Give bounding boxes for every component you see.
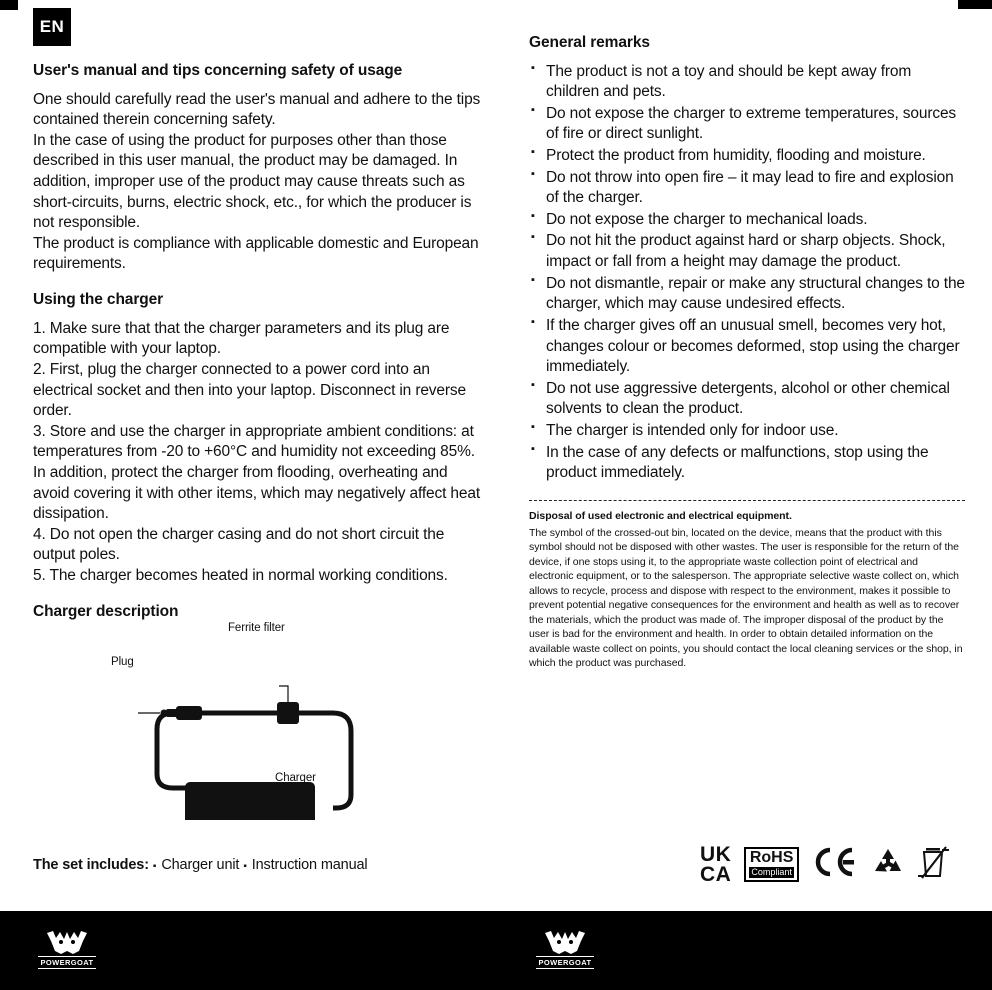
using-step-3: 3. Store and use the charger in appropriate ambient conditions: at temperatures from -20 to +60°C and humidity not exceeding 85%. In addition, protect the charger from flooding, overheating and avoid covering it with other items, which may negatively affect heat dissipation.: [33, 422, 480, 523]
brand-name-center: POWERGOAT: [538, 958, 592, 967]
top-left-black-mark: [0, 0, 18, 10]
general-remarks-list: [529, 62, 965, 484]
ce-mark: [812, 846, 858, 883]
disposal-divider: [529, 500, 965, 501]
ukca-line-2: CA: [700, 862, 732, 886]
remark-item: ▪ In the case of any defects or malfunctions, stop using the product immediately.: [529, 443, 965, 484]
using-step-4: 4. Do not open the charger casing and do not short circuit the output poles.: [33, 525, 445, 564]
set-includes-bullet-2: [239, 857, 251, 873]
brand-logo-center: [533, 923, 597, 975]
goat-logo-icon: [43, 929, 91, 955]
remark-item: ▪ Do not expose the charger to mechanical loads.: [529, 210, 965, 231]
top-right-black-mark: [958, 0, 992, 9]
using-step-5: 5. The charger becomes heated in normal working conditions.: [33, 566, 448, 584]
remark-item: ▪ The product is not a toy and should be kept away from children and pets.: [529, 62, 965, 103]
remark-item: ▪ Do not expose the charger to extreme temperatures, sources of fire or direct sunlight.: [529, 104, 965, 145]
set-includes: [33, 857, 368, 873]
manual-paragraph-2: In the case of using the product for purposes other than those described in this user manual, the product may be damaged. In addition, improper use of the product may cause threats such as short-circuits, burns, electric shock, etc., for which the producer is not responsible.: [33, 131, 472, 232]
using-charger-steps: [33, 319, 485, 587]
manual-intro-paragraphs: [33, 90, 485, 275]
manual-paragraph-1: One should carefully read the user's manual and adhere to the tips contained therein concerning safety.: [33, 90, 481, 129]
manual-heading: User's manual and tips concerning safety of usage: [33, 62, 403, 79]
ukca-line-1: UK: [700, 843, 732, 866]
goat-logo-icon: [541, 929, 589, 955]
diagram-label-charger: Charger: [275, 772, 316, 785]
remark-item: ▪ Protect the product from humidity, flooding and moisture.: [529, 146, 965, 167]
diagram-label-plug: Plug: [111, 656, 134, 669]
brand-name-left: POWERGOAT: [40, 958, 94, 967]
language-badge: EN: [33, 8, 71, 46]
rohs-mark: [744, 847, 799, 882]
set-includes-label: The set includes:: [33, 857, 149, 873]
disposal-text: The symbol of the crossed-out bin, located on the device, means that the product with this symbol should not be disposed with other wastes. The user is responsible for the return of the device, if one stops using it, to the appropriate waste collection point of electrical and electronic equipment, or to the salesperson. The appropriate selective waste collect on, which allows to recycle, process and dispose with respect to the environment, makes it possible to prevent potential negative consequences for the environment and health as well as to recover the materials, which the product was made of. The improper disposal of the product by the user is bad for the environment and health. In order to obtain detailed information on the available waste collect on points, you should contact the local cleaning services or the shop, in which the product was purchased.: [529, 526, 963, 670]
using-charger-heading: Using the charger: [33, 291, 164, 309]
certification-marks: [700, 845, 950, 885]
right-column: [529, 34, 965, 671]
remark-item: ▪ Do not dismantle, repair or make any structural changes to the charger, which may cause undesired effects.: [529, 274, 965, 315]
brand-logo-left: [35, 923, 99, 975]
rohs-line-1: RoHS: [749, 849, 794, 867]
ukca-mark: [700, 845, 731, 885]
recycling-icon: [871, 846, 905, 883]
charger-description-heading: Charger description: [33, 602, 179, 620]
general-remarks-heading: General remarks: [529, 34, 650, 51]
footer-band: [0, 911, 992, 990]
set-includes-bullet-1: [149, 857, 161, 873]
remark-item: ▪ Do not throw into open fire – it may lead to fire and explosion of the charger.: [529, 168, 965, 209]
charger-diagram: [33, 622, 485, 820]
set-includes-item-1: Charger unit: [161, 857, 240, 873]
remark-item: ▪ Do not use aggressive detergents, alcohol or other chemical solvents to clean the product.: [529, 379, 965, 420]
set-includes-item-2: Instruction manual: [251, 857, 368, 873]
manual-paragraph-3: The product is compliance with applicable domestic and European requirements.: [33, 234, 479, 273]
charger-diagram-svg: [33, 630, 485, 820]
diagram-label-ferrite-filter: Ferrite filter: [228, 622, 285, 635]
disposal-title: Disposal of used electronic and electrical equipment.: [529, 509, 792, 522]
remark-item: ▪ Do not hit the product against hard or sharp objects. Shock, impact or fall from a height may damage the product.: [529, 231, 965, 272]
crossed-out-bin-icon: [918, 845, 950, 884]
remark-item: ▪ If the charger gives off an unusual smell, becomes very hot, changes colour or becomes deformed, stop using the charger immediately.: [529, 316, 965, 378]
left-column: [33, 62, 485, 820]
using-step-2: 2. First, plug the charger connected to a power cord into an electrical socket and then into your laptop. Disconnect in reverse order.: [33, 360, 466, 420]
using-step-1: 1. Make sure that that the charger parameters and its plug are compatible with your laptop.: [33, 319, 450, 358]
remark-item: ▪ The charger is intended only for indoor use.: [529, 421, 965, 442]
rohs-line-2: Compliant: [751, 867, 792, 878]
